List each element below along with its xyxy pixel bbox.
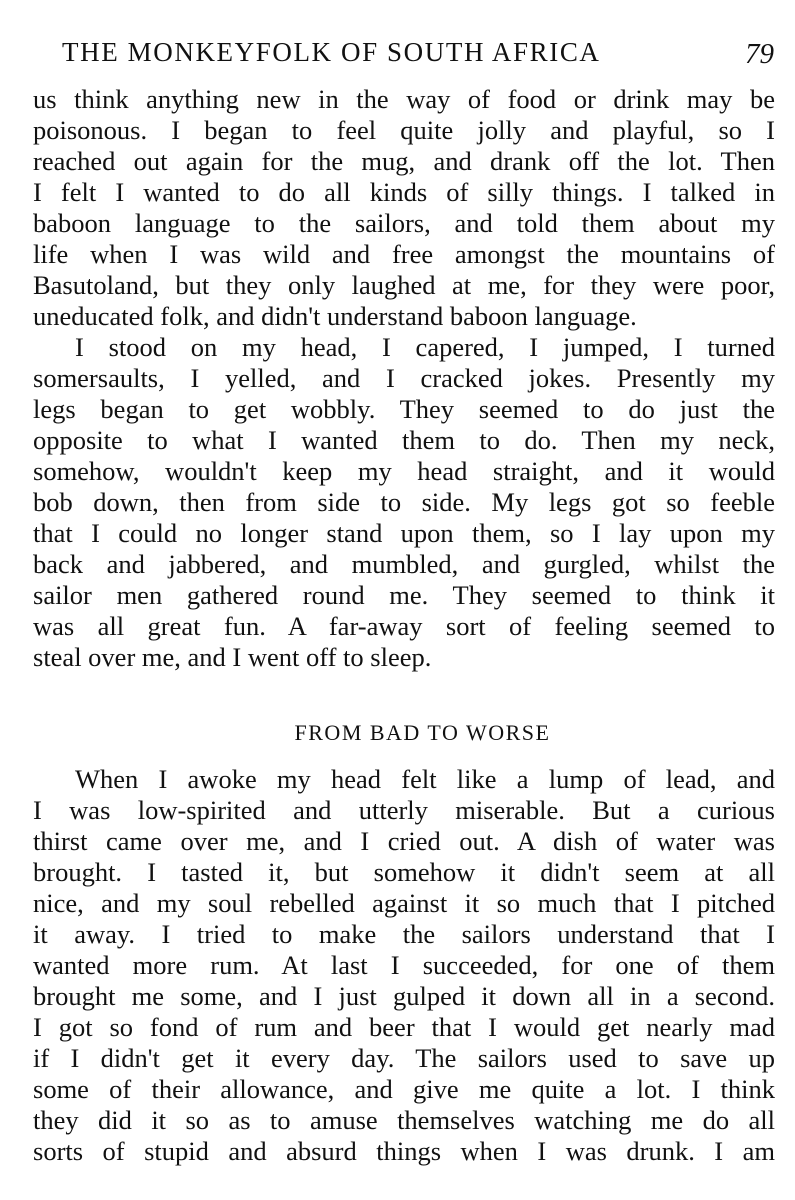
text-line: back and jabbered, and mumbled, and gurgled, whilst the [33,549,775,579]
text-line: that I could no longer stand upon them, so I lay upon my [33,518,775,548]
text-line: somersaults, I yelled, and I cracked jokes. Presently my [33,363,775,393]
text-line: if I didn't get it every day. The sailors used to save up [33,1043,775,1073]
text-line: poisonous. I began to feel quite jolly and playful, so I [33,115,775,145]
text-line: it away. I tried to make the sailors understand that I [33,919,775,949]
text-line: brought. I tasted it, but somehow it didn't seem at all [33,857,775,887]
section-heading: FROM BAD TO WORSE [294,720,551,745]
text-line: opposite to what I wanted them to do. Then my neck, [33,425,775,455]
text-line: wanted more rum. At last I succeeded, for one of them [33,950,775,980]
text-line: When I awoke my head felt like a lump of lead, and [75,764,775,794]
running-title: THE MONKEYFOLK OF SOUTH AFRICA [62,37,601,67]
text-line: us think anything new in the way of food or drink may be [33,84,775,114]
body-text-top [33,84,775,673]
body-text-bottom [33,764,775,1167]
text-line: steal over me, and I went off to sleep. [33,642,432,672]
text-line: somehow, wouldn't keep my head straight, and it would [33,456,775,486]
text-line: I got so fond of rum and beer that I would get nearly mad [33,1012,775,1042]
text-line: I was low-spirited and utterly miserable. But a curious [33,795,775,825]
text-line: sailor men gathered round me. They seemed to think it [33,580,775,610]
running-header [62,34,774,74]
text-line: some of their allowance, and give me quite a lot. I think [33,1074,775,1104]
text-line: nice, and my soul rebelled against it so much that I pitched [33,888,775,918]
text-line: was all great fun. A far-away sort of feeling seemed to [33,611,775,641]
text-line: I stood on my head, I capered, I jumped, I turned [75,332,775,362]
text-line: reached out again for the mug, and drank off the lot. Then [33,146,775,176]
text-line: thirst came over me, and I cried out. A dish of water was [33,826,775,856]
text-line: life when I was wild and free amongst the mountains of [33,239,775,269]
text-line: Basutoland, but they only laughed at me, for they were poor, [33,270,775,300]
text-line: legs began to get wobbly. They seemed to do just the [33,394,775,424]
text-line: sorts of stupid and absurd things when I was drunk. I am [33,1136,775,1166]
text-line: bob down, then from side to side. My legs got so feeble [33,487,775,517]
text-line: baboon language to the sailors, and told them about my [33,208,775,238]
text-line: I felt I wanted to do all kinds of silly things. I talked in [33,177,775,207]
text-line: brought me some, and I just gulped it down all in a second. [33,981,775,1011]
text-line: they did it so as to amuse themselves watching me do all [33,1105,775,1135]
text-line: uneducated folk, and didn't understand baboon language. [33,301,637,331]
page-number: 79 [745,38,774,70]
